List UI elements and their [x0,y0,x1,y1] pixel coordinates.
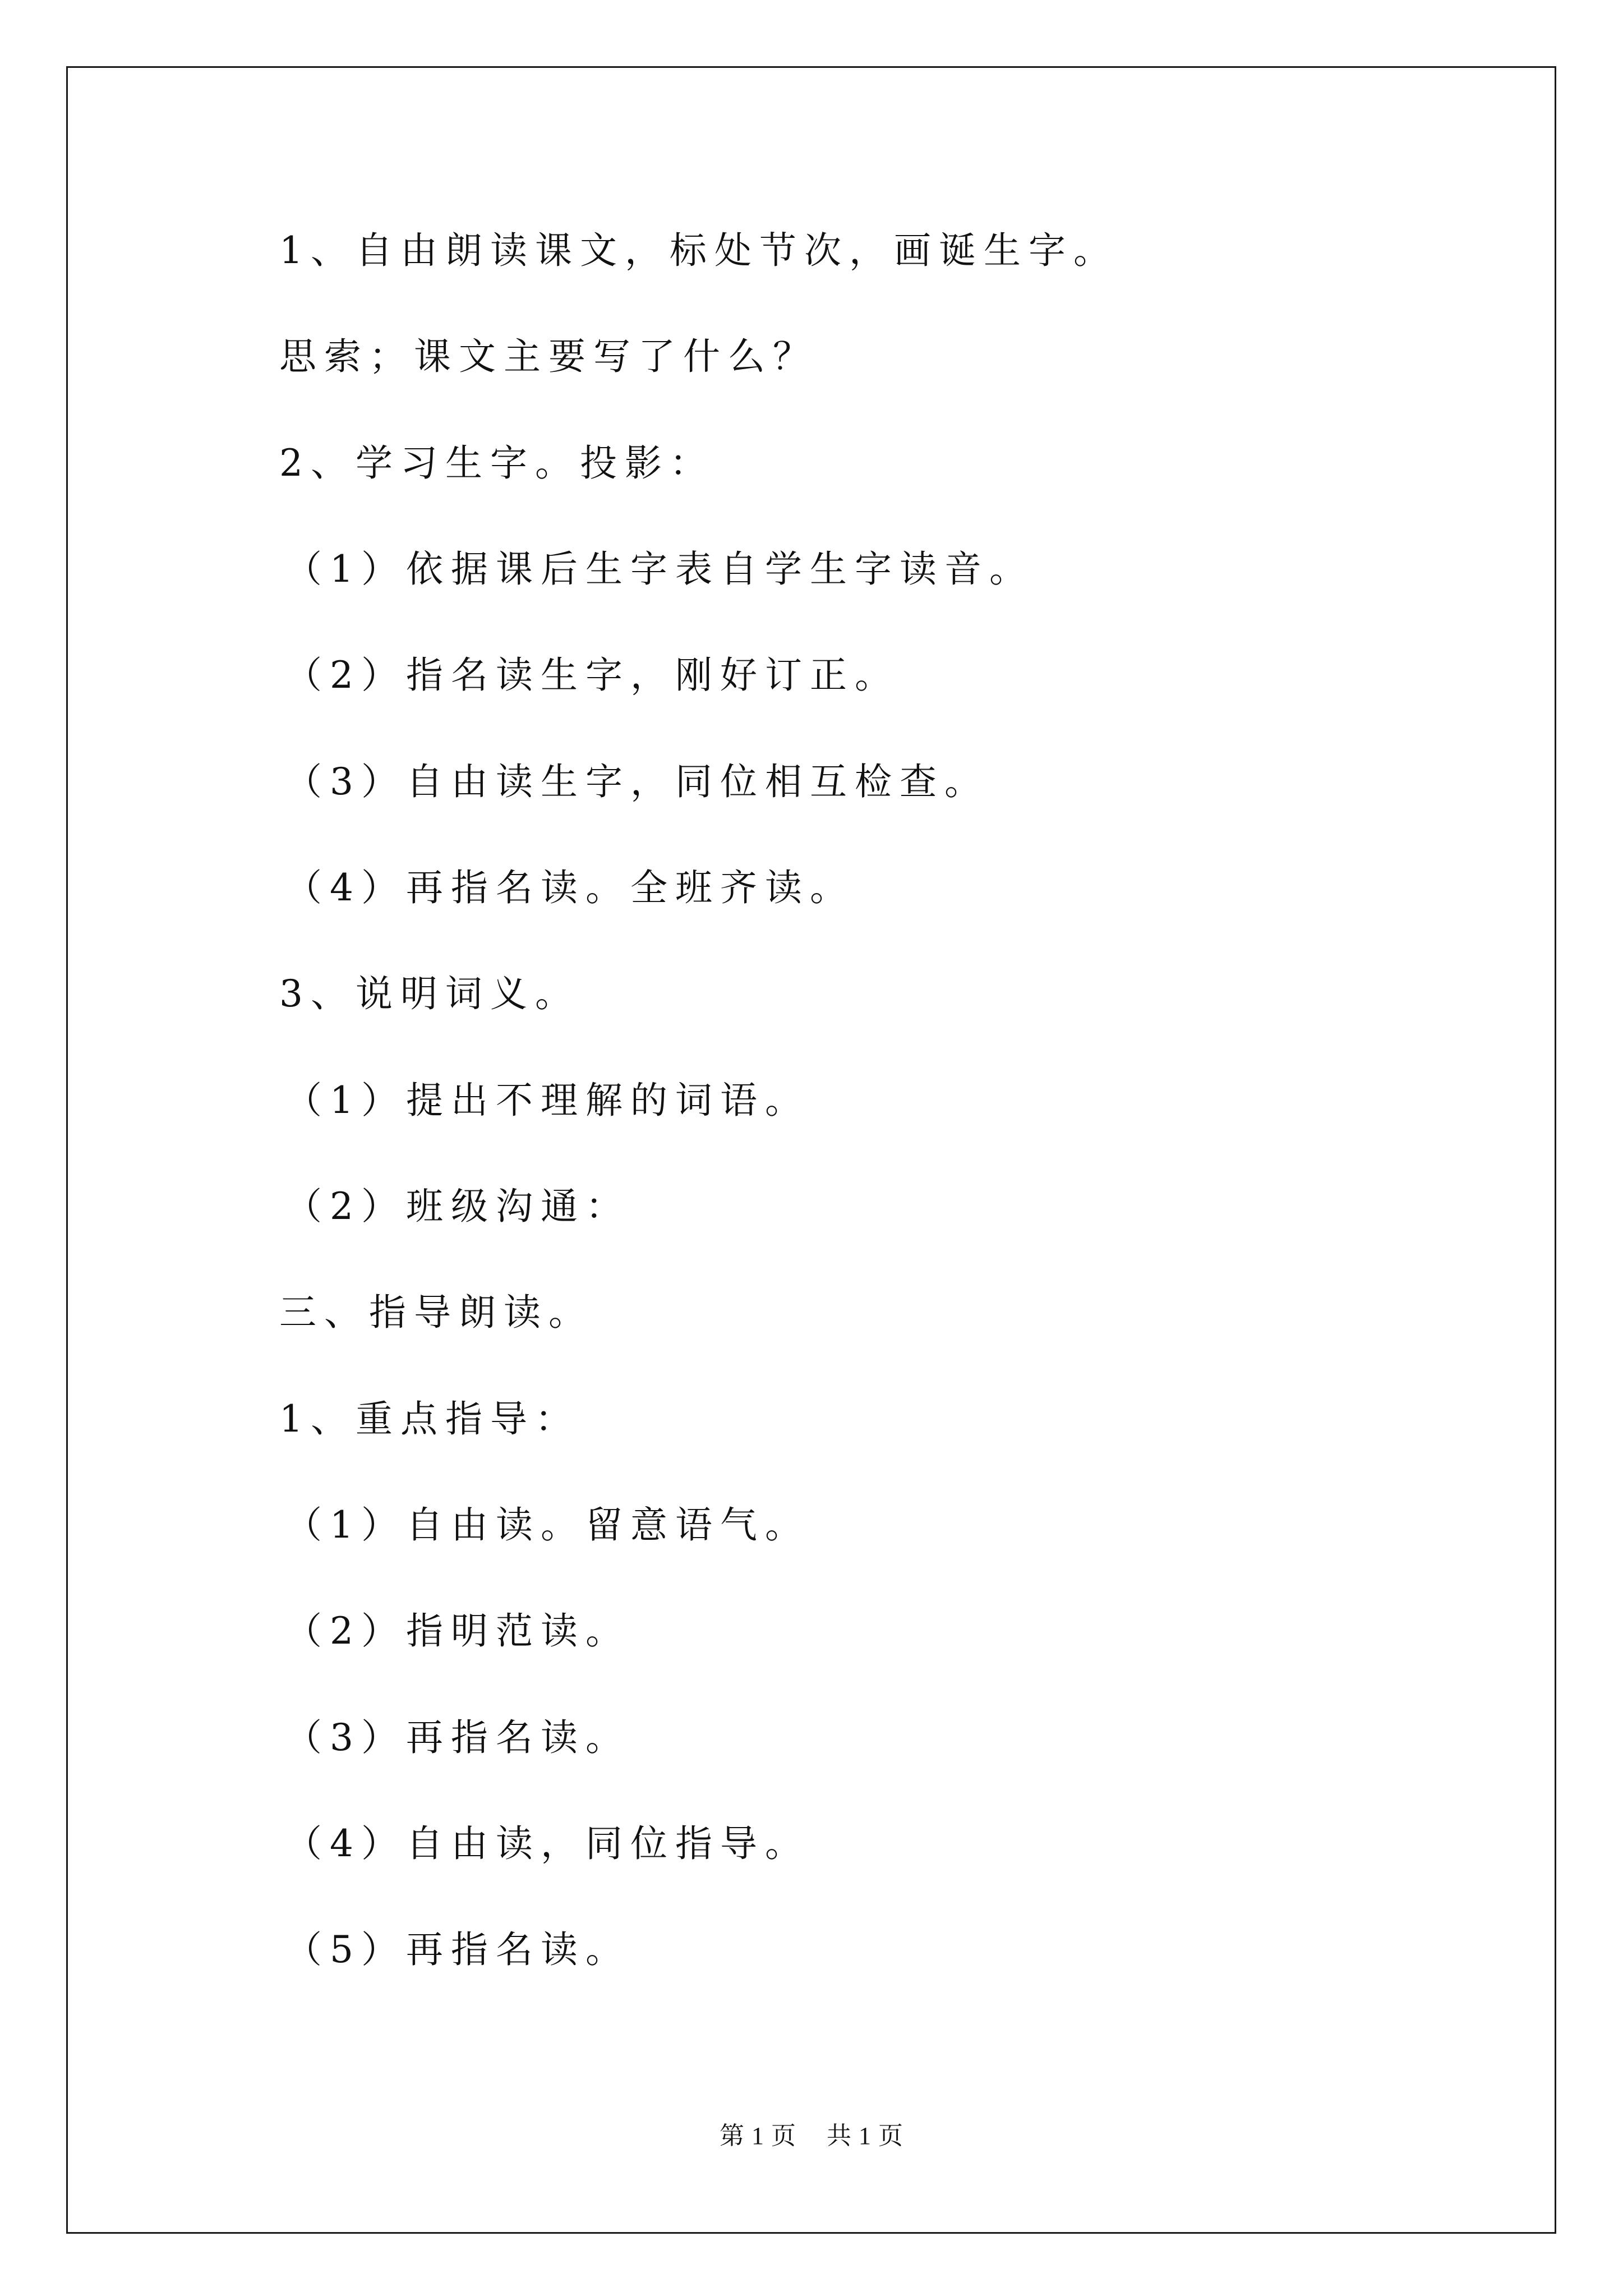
page-footer [0,2124,1623,2148]
substep-class-reading: （4）再指名读。全班齐读。 [285,866,855,909]
page-number-total: 共 1 页 [827,2122,903,2150]
substep-named-reading-final: （5）再指名读。 [285,1928,630,1971]
substep-peer-check: （3）自由读生字，同位相互检查。 [285,760,989,803]
section-3-reading-guidance: 三、指导朗读。 [279,1291,593,1334]
page-border [66,66,1556,2234]
substep-class-discussion: （2）班级沟通： [285,1185,630,1228]
step-1-read-aloud: 1、自由朗读课文，标处节次，画诞生字。 [279,229,1118,272]
substep-peer-guidance: （4）自由读，同位指导。 [285,1822,810,1865]
page-number-current: 第 1 页 [720,2122,796,2150]
substep-model-reading: （2）指明范读。 [285,1609,630,1653]
substep-free-reading-tone: （1）自由读。留意语气。 [285,1503,810,1547]
step-1-key-guidance: 1、重点指导： [279,1397,580,1441]
question-main-content: 思索；课文主要写了什么？ [279,335,818,378]
step-2-learn-characters: 2、学习生字。投影： [279,441,714,485]
step-3-word-meaning: 3、说明词义。 [279,972,580,1015]
substep-self-study-pronunciation: （1）依据课后生字表自学生字读音。 [285,547,1034,591]
substep-named-reading-correction: （2）指名读生字，刚好订正。 [285,654,900,697]
substep-raise-unknown-words: （1）提出不理解的词语。 [285,1079,810,1122]
substep-named-reading-again: （3）再指名读。 [285,1716,630,1759]
